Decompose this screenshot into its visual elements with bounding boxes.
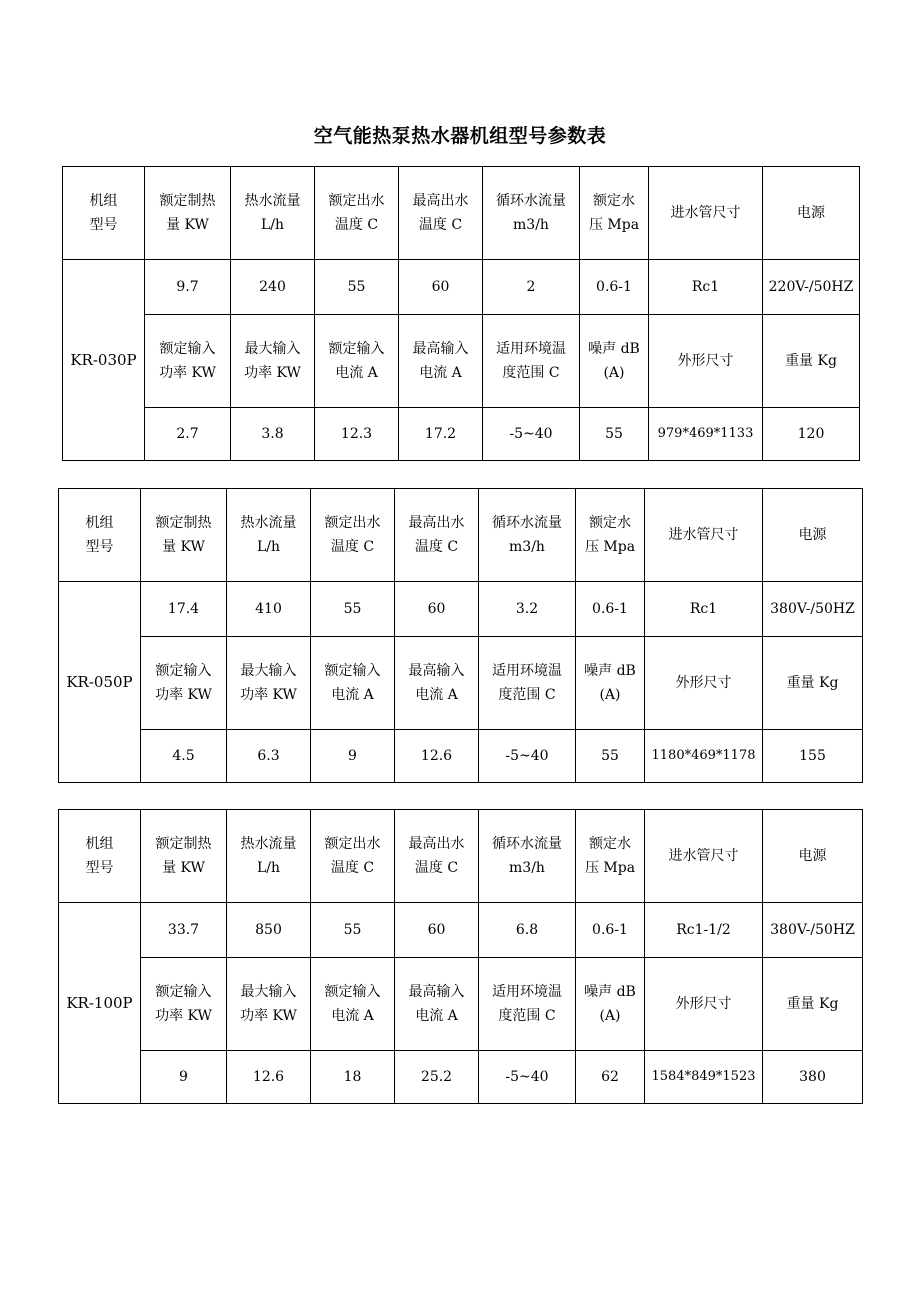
- subheader-input-power: 额定输入 功率 KW: [141, 958, 227, 1051]
- subheader-max-power: 最大输入 功率 KW: [231, 315, 315, 408]
- header-model: 机组 型号: [59, 810, 141, 903]
- subheader-env-temp: 适用环境温 度范围 C: [479, 958, 576, 1051]
- page-title: 空气能热泵热水器机组型号参数表: [313, 125, 607, 147]
- env-temp-value: -5~40: [479, 1051, 576, 1104]
- dimensions-value: 1180*469*1178: [645, 730, 763, 783]
- header-flow: 热水流量 L/h: [231, 167, 315, 260]
- model-cell: KR-050P: [59, 582, 141, 783]
- circulation-value: 6.8: [479, 903, 576, 958]
- heating-value: 17.4: [141, 582, 227, 637]
- header-circulation: 循环水流量 m3/h: [483, 167, 580, 260]
- env-temp-value: -5~40: [479, 730, 576, 783]
- power-value: 380V-/50HZ: [763, 903, 863, 958]
- max-current-value: 12.6: [395, 730, 479, 783]
- header-circulation: 循环水流量 m3/h: [479, 810, 576, 903]
- subheader-row: [63, 315, 860, 408]
- value-row-2: [63, 408, 860, 461]
- input-power-value: 2.7: [145, 408, 231, 461]
- spec-table-kr-100p: [58, 809, 863, 1104]
- header-outlet-temp: 额定出水 温度 C: [311, 489, 395, 582]
- weight-value: 120: [763, 408, 860, 461]
- header-heating: 额定制热 量 KW: [141, 489, 227, 582]
- model-cell: KR-100P: [59, 903, 141, 1104]
- value-row-1: [63, 260, 860, 315]
- subheader-max-current: 最高输入 电流 A: [399, 315, 483, 408]
- max-temp-value: 60: [395, 903, 479, 958]
- header-power: 电源: [763, 167, 860, 260]
- heating-value: 33.7: [141, 903, 227, 958]
- subheader-noise: 噪声 dB (A): [580, 315, 649, 408]
- current-value: 9: [311, 730, 395, 783]
- subheader-max-current: 最高输入 电流 A: [395, 637, 479, 730]
- noise-value: 62: [576, 1051, 645, 1104]
- value-row-2: [59, 1051, 863, 1104]
- header-model: 机组 型号: [59, 489, 141, 582]
- subheader-dimensions: 外形尺寸: [645, 637, 763, 730]
- subheader-max-power: 最大输入 功率 KW: [227, 958, 311, 1051]
- max-power-value: 6.3: [227, 730, 311, 783]
- max-power-value: 12.6: [227, 1051, 311, 1104]
- spec-table-kr-050p: [58, 488, 863, 783]
- subheader-dimensions: 外形尺寸: [645, 958, 763, 1051]
- subheader-dimensions: 外形尺寸: [649, 315, 763, 408]
- header-pressure: 额定水 压 Mpa: [576, 810, 645, 903]
- subheader-noise: 噪声 dB (A): [576, 958, 645, 1051]
- header-max-temp: 最高出水 温度 C: [399, 167, 483, 260]
- dimensions-value: 979*469*1133: [649, 408, 763, 461]
- circulation-value: 2: [483, 260, 580, 315]
- header-inlet: 进水管尺寸: [645, 810, 763, 903]
- header-outlet-temp: 额定出水 温度 C: [315, 167, 399, 260]
- dimensions-value: 1584*849*1523: [645, 1051, 763, 1104]
- power-value: 220V-/50HZ: [763, 260, 860, 315]
- input-power-value: 9: [141, 1051, 227, 1104]
- value-row-1: [59, 903, 863, 958]
- subheader-weight: 重量 Kg: [763, 315, 860, 408]
- max-current-value: 25.2: [395, 1051, 479, 1104]
- header-outlet-temp: 额定出水 温度 C: [311, 810, 395, 903]
- outlet-temp-value: 55: [311, 582, 395, 637]
- header-row: [59, 810, 863, 903]
- header-heating: 额定制热 量 KW: [145, 167, 231, 260]
- weight-value: 155: [763, 730, 863, 783]
- subheader-row: [59, 637, 863, 730]
- heating-value: 9.7: [145, 260, 231, 315]
- subheader-input-power: 额定输入 功率 KW: [145, 315, 231, 408]
- header-flow: 热水流量 L/h: [227, 489, 311, 582]
- pressure-value: 0.6-1: [576, 903, 645, 958]
- max-temp-value: 60: [399, 260, 483, 315]
- subheader-env-temp: 适用环境温 度范围 C: [483, 315, 580, 408]
- header-pressure: 额定水 压 Mpa: [580, 167, 649, 260]
- current-value: 18: [311, 1051, 395, 1104]
- header-power: 电源: [763, 810, 863, 903]
- subheader-current: 额定输入 电流 A: [315, 315, 399, 408]
- current-value: 12.3: [315, 408, 399, 461]
- noise-value: 55: [580, 408, 649, 461]
- header-row: [63, 167, 860, 260]
- env-temp-value: -5~40: [483, 408, 580, 461]
- value-row-1: [59, 582, 863, 637]
- noise-value: 55: [576, 730, 645, 783]
- header-flow: 热水流量 L/h: [227, 810, 311, 903]
- subheader-env-temp: 适用环境温 度范围 C: [479, 637, 576, 730]
- subheader-weight: 重量 Kg: [763, 637, 863, 730]
- header-max-temp: 最高出水 温度 C: [395, 810, 479, 903]
- spec-table-kr-030p: [62, 166, 860, 461]
- flow-value: 240: [231, 260, 315, 315]
- inlet-value: Rc1-1/2: [645, 903, 763, 958]
- pressure-value: 0.6-1: [580, 260, 649, 315]
- max-power-value: 3.8: [231, 408, 315, 461]
- flow-value: 850: [227, 903, 311, 958]
- inlet-value: Rc1: [645, 582, 763, 637]
- header-inlet: 进水管尺寸: [645, 489, 763, 582]
- inlet-value: Rc1: [649, 260, 763, 315]
- subheader-current: 额定输入 电流 A: [311, 958, 395, 1051]
- subheader-max-current: 最高输入 电流 A: [395, 958, 479, 1051]
- outlet-temp-value: 55: [311, 903, 395, 958]
- header-heating: 额定制热 量 KW: [141, 810, 227, 903]
- subheader-current: 额定输入 电流 A: [311, 637, 395, 730]
- header-power: 电源: [763, 489, 863, 582]
- subheader-noise: 噪声 dB (A): [576, 637, 645, 730]
- header-circulation: 循环水流量 m3/h: [479, 489, 576, 582]
- subheader-max-power: 最大输入 功率 KW: [227, 637, 311, 730]
- flow-value: 410: [227, 582, 311, 637]
- outlet-temp-value: 55: [315, 260, 399, 315]
- weight-value: 380: [763, 1051, 863, 1104]
- value-row-2: [59, 730, 863, 783]
- header-max-temp: 最高出水 温度 C: [395, 489, 479, 582]
- header-pressure: 额定水 压 Mpa: [576, 489, 645, 582]
- subheader-input-power: 额定输入 功率 KW: [141, 637, 227, 730]
- subheader-weight: 重量 Kg: [763, 958, 863, 1051]
- header-row: [59, 489, 863, 582]
- max-temp-value: 60: [395, 582, 479, 637]
- power-value: 380V-/50HZ: [763, 582, 863, 637]
- circulation-value: 3.2: [479, 582, 576, 637]
- subheader-row: [59, 958, 863, 1051]
- input-power-value: 4.5: [141, 730, 227, 783]
- header-model: 机组 型号: [63, 167, 145, 260]
- header-inlet: 进水管尺寸: [649, 167, 763, 260]
- model-cell: KR-030P: [63, 260, 145, 461]
- max-current-value: 17.2: [399, 408, 483, 461]
- pressure-value: 0.6-1: [576, 582, 645, 637]
